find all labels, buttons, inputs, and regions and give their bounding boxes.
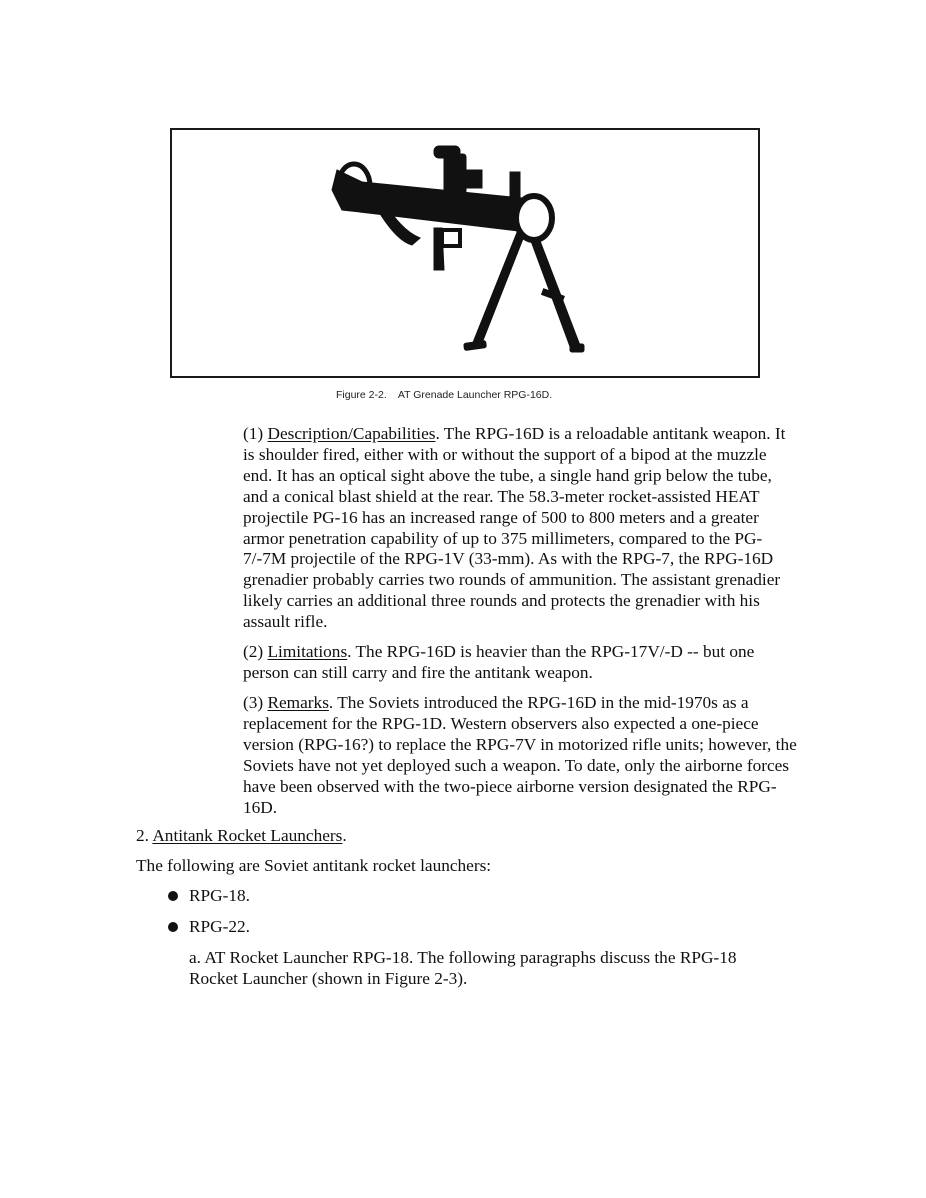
trigger-guard: [442, 230, 460, 246]
bullet-icon: [168, 891, 178, 901]
bipod-right-foot: [570, 344, 584, 352]
sight-cap: [434, 146, 460, 158]
paragraph-rpg-18: a. AT Rocket Launcher RPG-18. The following paragraphs discuss the RPG-18 Rocket Launcher (shown in Figure 2-3).: [189, 948, 737, 988]
p2-title: Limitations: [267, 642, 348, 661]
section-2-number: 2.: [136, 826, 153, 845]
section-2-title: Antitank Rocket Launchers: [152, 826, 343, 845]
list-item: [168, 886, 250, 906]
sight-mount: [462, 170, 482, 188]
paragraph-description: [243, 424, 799, 633]
p1-prefix: (1): [243, 424, 268, 443]
section-2-title-suffix: .: [342, 826, 347, 845]
p3-text: . The Soviets introduced the RPG-16D in the mid-1970s as a replacement for the RPG-1D. Western observers also expected a one-piece version (RPG-16?) to replace the RPG-7V in motorized rifle units; however, the Soviets have not yet deployed such a weapon. To date, only the airborne forces have been observed with the two-piece airborne version designated the RPG-16D.: [243, 693, 797, 817]
list-item-label: RPG-22.: [189, 917, 250, 936]
p3-title: Remarks: [267, 693, 329, 712]
list-item: [168, 917, 250, 937]
section-2-heading: [136, 826, 347, 846]
paragraph-remarks: [243, 693, 799, 818]
bipod-left-leg: [472, 220, 528, 348]
rpg-16d-illustration: [172, 130, 758, 376]
bullet-icon: [168, 922, 178, 932]
bipod-left-foot: [464, 340, 487, 350]
p1-title: Description/Capabilities: [267, 424, 436, 443]
muzzle: [516, 196, 552, 240]
p1-text: . The RPG-16D is a reloadable antitank weapon. It is shoulder fired, either with or without the support of a bipod at the muzzle end. It has an optical sight above the tube, a single hand grip below the tube, and a conical blast shield at the rear. The 58.3-meter rocket-assisted HEAT projectile PG-16 has an increased range of 500 to 800 meters and a greater armor penetration capability of up to 375 millimeters, compared to the PG-7/-7M projectile of the RPG-1V (33-mm). As with the RPG-7, the RPG-16D grenadier probably carries two rounds of ammunition. The assistant grenadier likely carries an additional three rounds and protects the grenadier with his assault rifle.: [243, 424, 786, 632]
p2-text: . The RPG-16D is heavier than the RPG-17V/-D -- but one person can still carry and fire the antitank weapon.: [243, 642, 755, 682]
p3-prefix: (3): [243, 693, 268, 712]
paragraph-limitations: [243, 642, 799, 684]
section-2-intro: The following are Soviet antitank rocket launchers:: [136, 856, 492, 875]
list-item-label: RPG-18.: [189, 886, 250, 905]
figure-2-2-frame: [170, 128, 760, 378]
figure-caption: Figure 2-2. AT Grenade Launcher RPG-16D.: [336, 389, 553, 401]
p2-prefix: (2): [243, 642, 268, 661]
